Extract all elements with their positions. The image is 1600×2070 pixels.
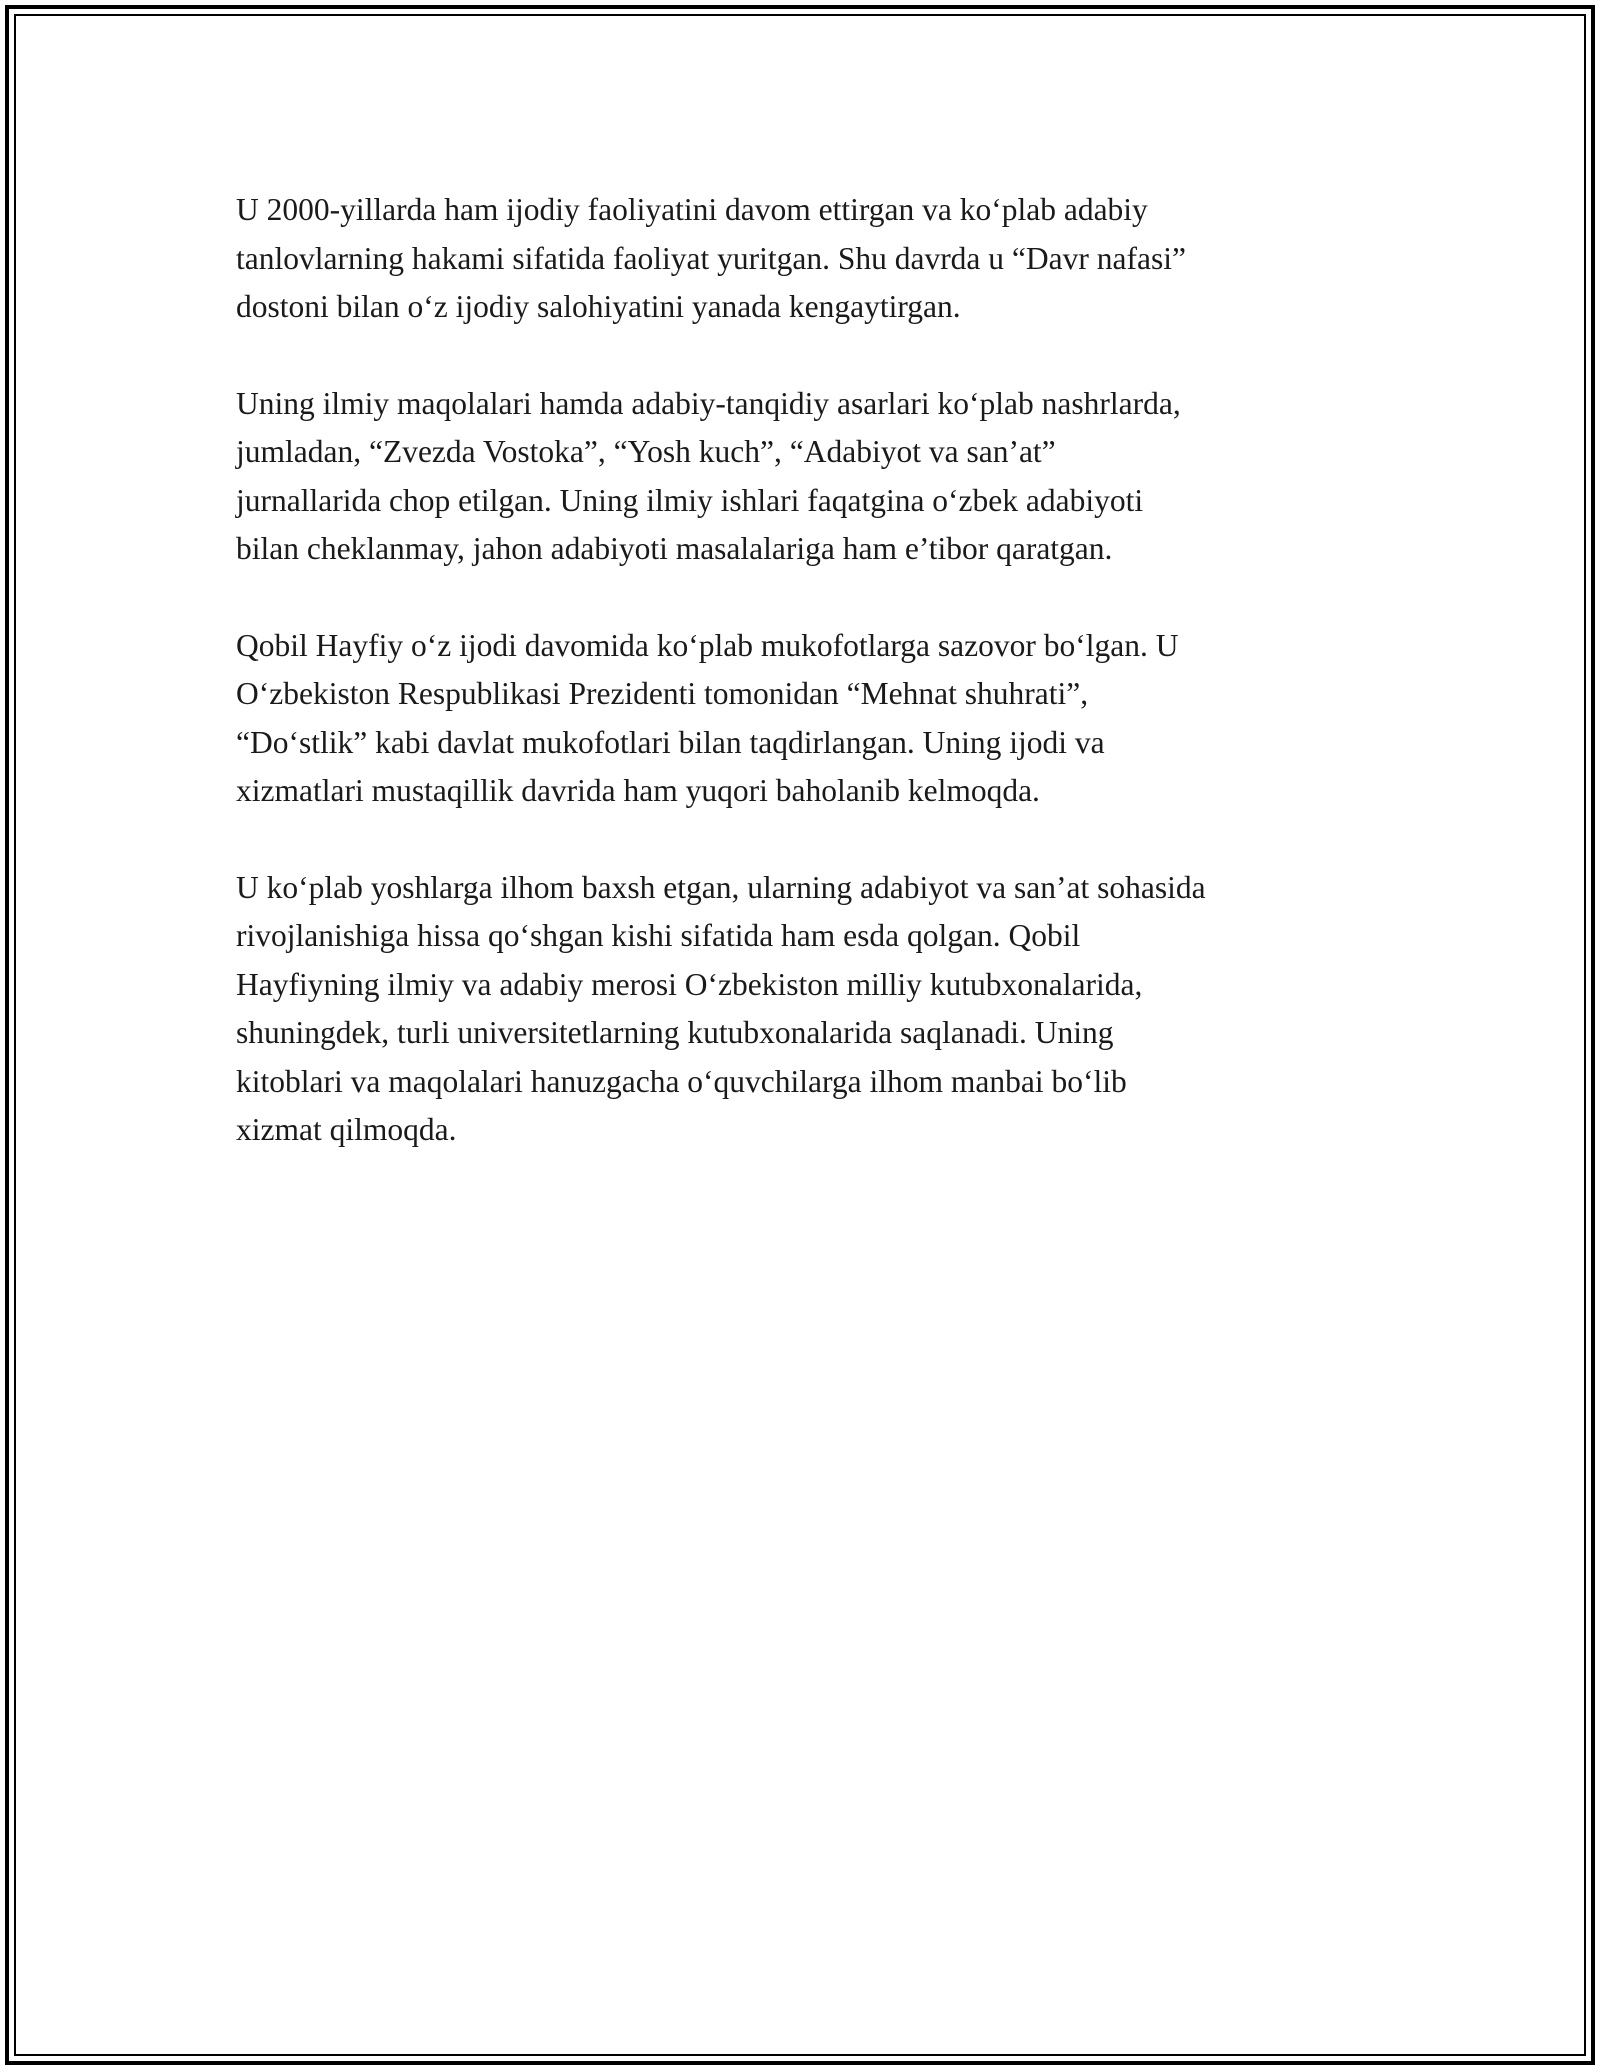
paragraph-line: Uning ilmiy maqolalari hamda adabiy-tanqidiy asarlari koʻplab nashrlarda,: [236, 385, 1181, 421]
paragraph-line: jurnallarida chop etilgan. Uning ilmiy ishlari faqatgina oʻzbek adabiyoti: [236, 482, 1144, 518]
paragraph-line: Oʻzbekiston Respublikasi Prezidenti tomonidan “Mehnat shuhrati”,: [236, 676, 1089, 711]
paragraph-line: Qobil Hayfiy oʻz ijodi davomida koʻplab mukofotlarga sazovor boʻlgan. U: [236, 627, 1179, 663]
document-body: [236, 186, 1396, 1203]
paragraph-line: rivojlanishiga hissa qoʻshgan kishi sifatida ham esda qolgan. Qobil: [236, 918, 1081, 953]
paragraph-line: dostoni bilan oʻz ijodiy salohiyatini yanada kengaytirgan.: [236, 289, 961, 324]
paragraph-line: U 2000-yillarda ham ijodiy faoliyatini davom ettirgan va koʻplab adabiy: [236, 192, 1148, 227]
paragraph-line: jumladan, “Zvezda Vostoka”, “Yosh kuch”, “Adabiyot va san’at”: [236, 434, 1056, 469]
paragraph-line: Hayfiyning ilmiy va adabiy merosi Oʻzbekiston milliy kutubxonalarida,: [236, 966, 1143, 1002]
paragraph-line: xizmatlari mustaqillik davrida ham yuqori baholanib kelmoqda.: [236, 773, 1040, 808]
paragraph-line: kitoblari va maqolalari hanuzgacha oʻquvchilarga ilhom manbai boʻlib: [236, 1063, 1127, 1099]
paragraph-2: [236, 380, 1396, 574]
paragraph-3: [236, 622, 1396, 816]
paragraph-line: bilan cheklanmay, jahon adabiyoti masalalariga ham e’tibor qaratgan.: [236, 531, 1113, 566]
paragraph-4: [236, 864, 1396, 1155]
paragraph-line: shuningdek, turli universitetlarning kutubxonalarida saqlanadi. Uning: [236, 1015, 1114, 1050]
paragraph-line: U koʻplab yoshlarga ilhom baxsh etgan, ularning adabiyot va san’at sohasida: [236, 869, 1206, 905]
paragraph-line: xizmat qilmoqda.: [236, 1112, 457, 1147]
paragraph-line: “Doʻstlik” kabi davlat mukofotlari bilan taqdirlangan. Uning ijodi va: [236, 724, 1105, 760]
paragraph-line: tanlovlarning hakami sifatida faoliyat yuritgan. Shu davrda u “Davr nafasi”: [236, 240, 1186, 276]
paragraph-1: [236, 186, 1396, 332]
